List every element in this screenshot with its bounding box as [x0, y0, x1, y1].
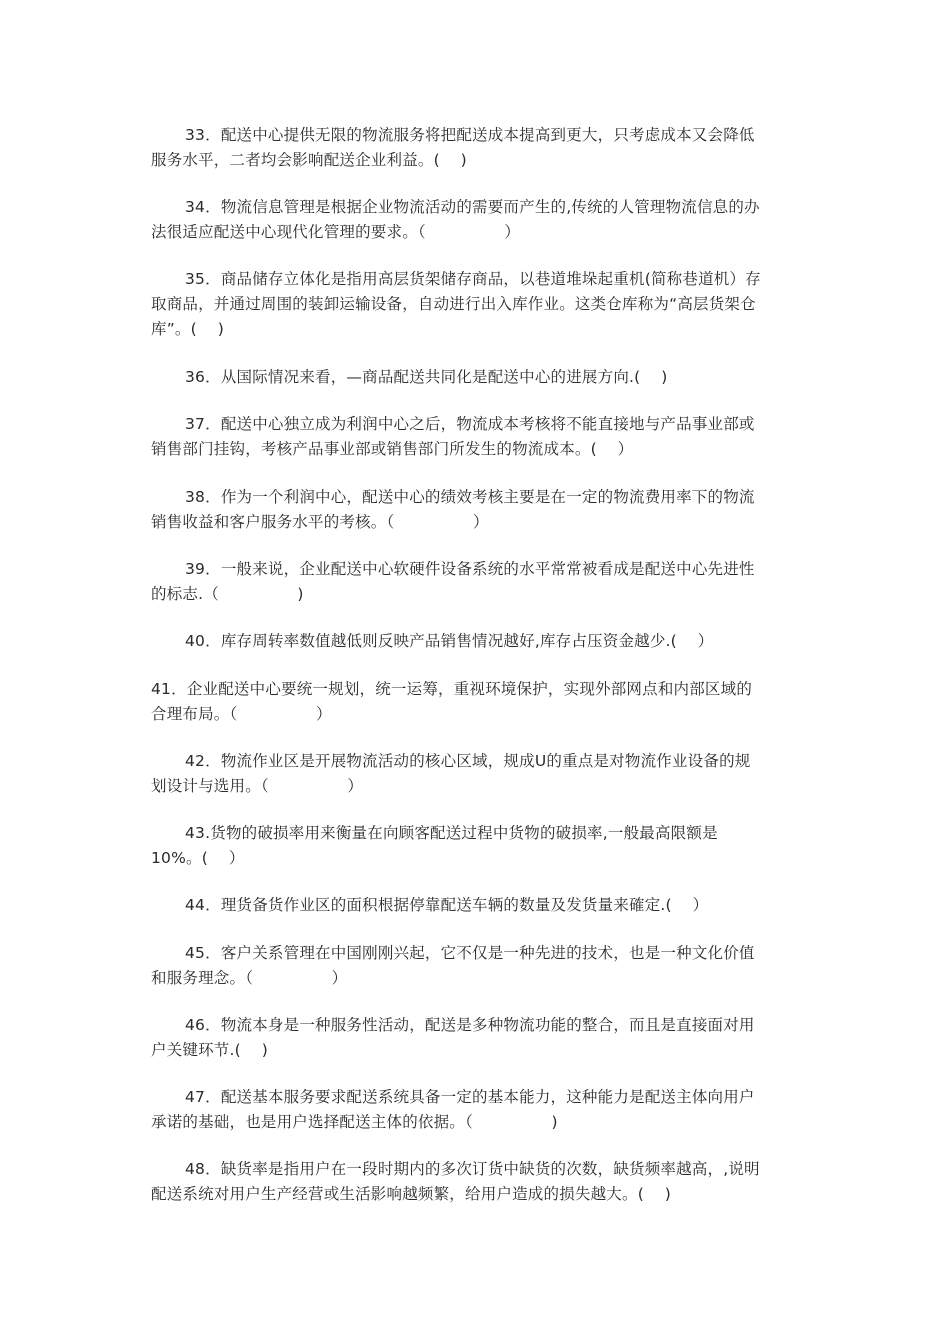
question-text-line: 销售收益和客户服务水平的考核。（ ）	[151, 513, 489, 531]
question-41	[151, 677, 806, 727]
question-text-line: 35．商品储存立体化是指用高层货架储存商品，以巷道堆垛起重机(简称巷道机）存	[185, 270, 761, 288]
question-text-line: 销售部门挂钩，考核产品事业部或销售部门所发生的物流成本。( ）	[151, 440, 634, 458]
question-text-line: 划设计与选用。（ ）	[151, 777, 364, 795]
question-text-line: 48．缺货率是指用户在一段时期内的多次订货中缺货的次数，缺货频率越高，,说明	[185, 1160, 760, 1178]
question-text-line: 43.货物的破损率用来衡量在向顾客配送过程中货物的破损率,一般最高限额是	[185, 824, 718, 842]
question-text-line: 44．理货备货作业区的面积根据停靠配送车辆的数量及发货量来確定.( ）	[185, 896, 709, 914]
question-text-line: 服务水平，二者均会影响配送企业利益。( )	[151, 151, 467, 169]
question-text-line: 47．配送基本服务要求配送系统具备一定的基本能力，这种能力是配送主体向用户	[185, 1088, 755, 1106]
question-text-line: 39．一般来说，企业配送中心软硬件设备系统的水平常常被看成是配送中心先进性	[185, 560, 755, 578]
question-40	[151, 629, 806, 654]
question-38	[151, 485, 806, 535]
question-text-line: 库”。( )	[151, 320, 224, 338]
question-text-line: 38．作为一个利润中心，配送中心的绩效考核主要是在一定的物流费用率下的物流	[185, 488, 755, 506]
question-46	[151, 1013, 806, 1063]
question-48	[151, 1157, 806, 1207]
question-text-line: 42．物流作业区是开展物流活动的核心区域，规成U的重点是对物流作业设备的规	[185, 752, 751, 770]
question-text-line: 和服务理念。（ ）	[151, 969, 348, 987]
question-text-line: 取商品，并通过周围的装卸运输设备，自动进行出入库作业。这类仓库称为“高层货架仓	[151, 295, 756, 313]
question-42	[151, 749, 806, 799]
question-text-line: 40．库存周转率数值越低则反映产品销售情况越好,库存占压资金越少.( ）	[185, 632, 714, 650]
question-45	[151, 941, 806, 991]
question-text-line: 36．从国际情况来看，—商品配送共同化是配送中心的进展方向.( )	[185, 368, 668, 386]
question-34	[151, 195, 806, 245]
question-35	[151, 267, 806, 342]
question-text-line: 46．物流本身是一种服务性活动，配送是多种物流功能的整合，而且是直接面对用	[185, 1016, 755, 1034]
question-text-line: 45．客户关系管理在中国刚刚兴起，它不仅是一种先进的技术，也是一种文化价值	[185, 944, 755, 962]
question-43	[151, 821, 806, 871]
question-text-line: 37．配送中心独立成为利润中心之后，物流成本考核将不能直接地与产品事业部或	[185, 415, 755, 433]
question-39	[151, 557, 806, 607]
question-36	[151, 365, 806, 390]
question-37	[151, 412, 806, 462]
question-text-line: 承诺的基础，也是用户选择配送主体的依据。（ )	[151, 1113, 558, 1131]
question-text-line: 法很适应配送中心现代化管理的要求。（ ）	[151, 223, 521, 241]
question-text-line: 41．企业配送中心要统一规划，统一运筹，重视环境保护，实现外部网点和内部区域的	[151, 680, 753, 698]
question-text-line: 合理布局。（ ）	[151, 705, 332, 723]
question-text-line: 配送系统对用户生产经营或生活影响越频繁，给用户造成的损失越大。( )	[151, 1185, 672, 1203]
question-text-line: 户关键环节.( )	[151, 1041, 268, 1059]
question-47	[151, 1085, 806, 1135]
question-text-line: 10%。( ）	[151, 849, 245, 867]
question-text-line: 34．物流信息管理是根据企业物流活动的需要而产生的,传统的人管理物流信息的办	[185, 198, 760, 216]
question-text-line: 的标志.（ )	[151, 585, 304, 603]
question-44	[151, 893, 806, 918]
question-33	[151, 123, 806, 173]
question-text-line: 33．配送中心提供无限的物流服务将把配送成本提高到更大，只考虑成本又会降低	[185, 126, 755, 144]
